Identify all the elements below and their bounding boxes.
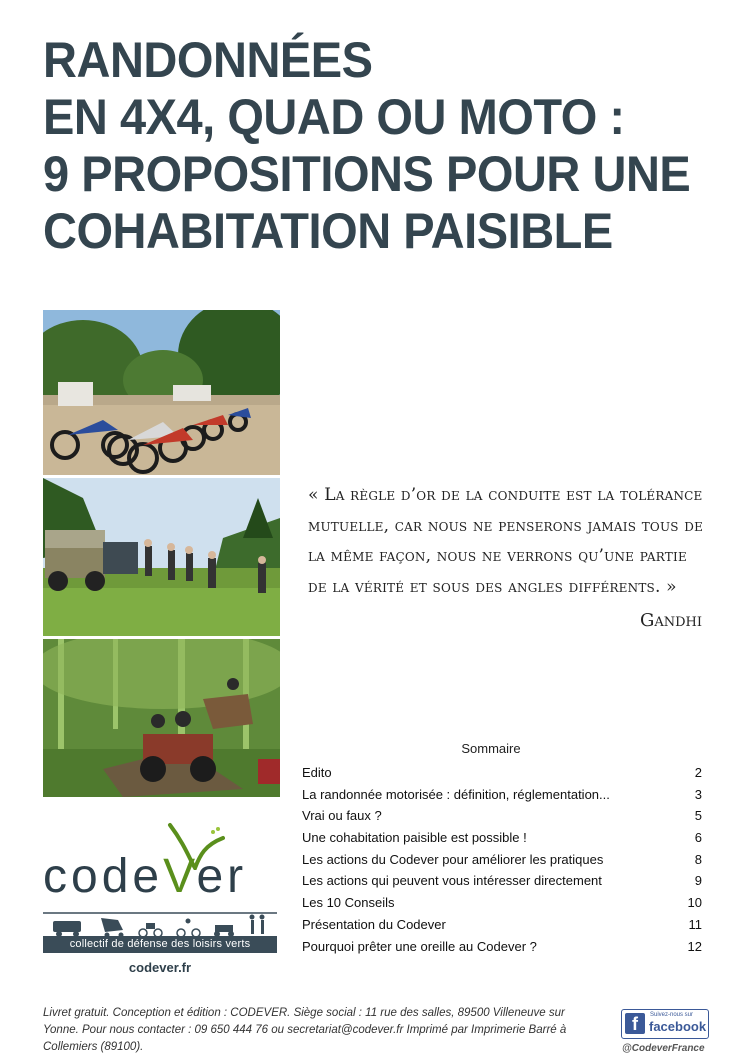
toc-item-page: 5 [694,808,702,824]
activity-icons [43,908,280,938]
toc-item-page: 2 [694,765,702,780]
title-line-3: 9 PROPOSITIONS POUR UNE [43,146,691,202]
facebook-icon: f [625,1013,645,1034]
codever-logo [43,820,280,980]
logo-tagline: collectif de défense des loisirs verts [43,936,277,953]
toc-item [302,805,702,827]
toc-item-page: 3 [694,786,702,802]
logo-word-end: er [196,850,248,903]
logo-wordmark [43,847,247,907]
toc-item-label: Présentation du Codever [302,916,446,932]
toc-item [302,892,702,914]
toc-item-label: Pourquoi prêter une oreille au Codever ? [302,938,537,954]
logo-url[interactable]: codever.fr [128,960,192,975]
toc-item-page: 8 [694,851,702,867]
facebook-handle[interactable]: @CodeverFrance [622,1043,705,1054]
toc-item-label: Edito [302,765,332,780]
toc-item [302,870,702,892]
toc-item [302,914,702,936]
facebook-badge[interactable] [621,1009,709,1039]
photo-quads-forest [43,639,280,797]
toc-item-label: Les actions qui peuvent vous intéresser directement [302,873,602,889]
photo-4x4-meadow [43,478,280,636]
footer-text: Livret gratuit. Conception et édition : CODEVER. Siège social : 11 rue des salles, 89500 Villeneuve sur Yonne. Pour nous contacter : 09 650 444 76 ou secretariat@codever.fr Imprimé par Imprimerie Barré à Collemiers (89100). [43,1007,567,1053]
toc-item-page: 11 [688,916,702,932]
toc-item-page: 9 [694,873,702,889]
title-line-4: COHABITATION PAISIBLE [43,203,613,259]
toc-item-label: La randonnée motorisée : définition, réglementation... [302,786,610,802]
title-line-2: EN 4X4, QUAD OU MOTO : [43,89,625,145]
toc-item-label: Les 10 Conseils [302,895,395,911]
toc-item [302,762,702,784]
toc-item-label: Une cohabitation paisible est possible ! [302,830,527,846]
facebook-wordmark: facebook [649,1019,707,1034]
logo-word-v: V [163,850,197,903]
toc-item-page: 10 [687,895,702,911]
toc-item [302,936,702,958]
table-of-contents [302,762,702,957]
toc-item-label: Vrai ou faux ? [302,808,382,824]
photo-motorcycles [43,310,280,475]
title-line-1: RANDONNÉES [43,32,373,88]
toc-item [302,827,702,849]
quote-text: « La règle d’or de la conduite est la tolérance mutuelle, car nous ne penserons jamais tous de la même façon, nous ne verrons qu’une partie de la vérité et sous des angles différents. » [308,485,704,597]
facebook-follow-label: Suivez-nous sur [650,1012,694,1018]
toc-item-page: 6 [694,830,702,846]
toc-item-page: 12 [687,938,702,954]
toc-item-label: Les actions du Codever pour améliorer les pratiques [302,851,604,867]
toc-item [302,849,702,871]
toc-title: Sommaire [461,741,521,756]
toc-item [302,784,702,806]
logo-word-start: code [43,850,164,903]
quote-author: Gandhi [639,610,702,631]
page-title [43,32,692,260]
